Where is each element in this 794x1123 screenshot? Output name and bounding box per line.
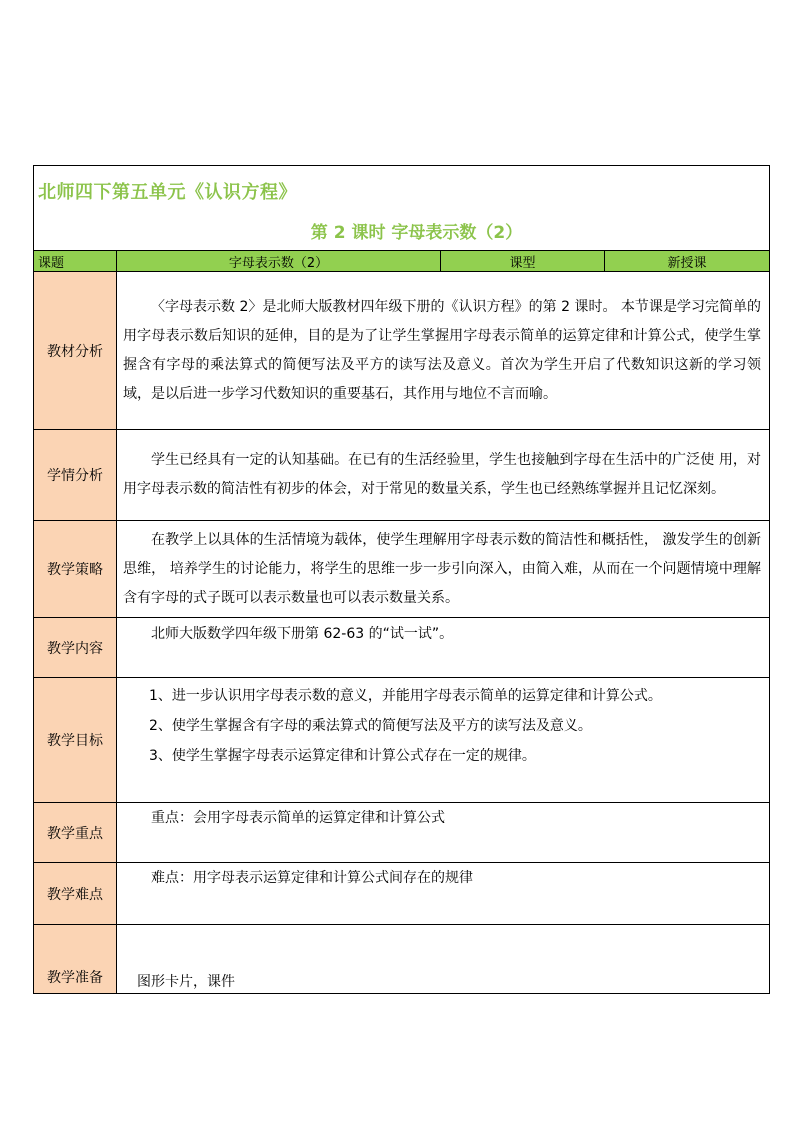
preparation-label: 教学准备 bbox=[47, 970, 103, 986]
topic-value: 字母表示数（2） bbox=[117, 251, 441, 272]
difficulties-label: 教学难点 bbox=[34, 863, 117, 925]
goal-item: 3、使学生掌握字母表示运算定律和计算公式存在一定的规律。 bbox=[149, 748, 536, 764]
topic-row bbox=[34, 251, 770, 272]
lesson-type-label: 课型 bbox=[441, 251, 605, 272]
lesson-title: 第 2 课时 字母表示数（2） bbox=[310, 223, 523, 243]
topic-label: 课题 bbox=[34, 251, 117, 272]
material-row bbox=[34, 272, 770, 430]
strategy-label: 教学策略 bbox=[34, 521, 117, 618]
students-row bbox=[34, 430, 770, 521]
preparation-text: 图形卡片，课件 bbox=[137, 974, 235, 990]
preparation-row bbox=[34, 925, 770, 994]
goals-row bbox=[34, 678, 770, 803]
key-points-label: 教学重点 bbox=[34, 803, 117, 863]
students-text: 学生已经具有一定的认知基础。在已有的生活经验里，学生也接触到字母在生活中的广泛使 用，对用字母表示数的简洁性有初步的体会，对于常见的数量关系，学生也已经熟练掌握并且记忆深刻。 bbox=[117, 430, 770, 521]
strategy-row bbox=[34, 521, 770, 618]
key-points-text: 重点：会用字母表示简单的运算定律和计算公式 bbox=[117, 803, 770, 863]
content-label: 教学内容 bbox=[34, 618, 117, 678]
goal-item: 2、使学生掌握含有字母的乘法算式的简便写法及平方的读写法及意义。 bbox=[149, 718, 592, 734]
goals-cell bbox=[117, 678, 770, 803]
header-row bbox=[34, 166, 770, 251]
goals-label: 教学目标 bbox=[34, 678, 117, 803]
header-cell bbox=[34, 166, 770, 251]
content-row bbox=[34, 618, 770, 678]
material-text: 〈字母表示数 2〉是北师大版教材四年级下册的《认识方程》的第 2 课时。 本节课是学习完简单的用字母表示数后知识的延伸，目的是为了让学生掌握用字母表示简单的运算定律和计算公式，使学生掌握含有字母的乘法算式的简便写法及平方的读写法及意义。首次为学生开启了代数知识这新的学习领域，是以后进一步学习代数知识的重要基石，其作用与地位不言而喻。 bbox=[117, 272, 770, 430]
difficulties-row bbox=[34, 863, 770, 925]
preparation-label-cell bbox=[34, 925, 117, 994]
material-label: 教材分析 bbox=[34, 272, 117, 430]
difficulties-text: 难点：用字母表示运算定律和计算公式间存在的规律 bbox=[117, 863, 770, 925]
lesson-plan-table bbox=[33, 165, 770, 994]
key-points-row bbox=[34, 803, 770, 863]
students-label: 学情分析 bbox=[34, 430, 117, 521]
unit-title: 北师四下第五单元《认识方程》 bbox=[38, 182, 297, 203]
strategy-text: 在教学上以具体的生活情境为载体，使学生理解用字母表示数的简洁性和概括性， 激发学生的创新思维， 培养学生的讨论能力，将学生的思维一步一步引向深入，由简入难，从而在一个问题情境中理解含有字母的式子既可以表示数量也可以表示数量关系。 bbox=[117, 521, 770, 618]
preparation-cell bbox=[117, 925, 770, 994]
content-text: 北师大版数学四年级下册第 62-63 的“试一试”。 bbox=[117, 618, 770, 678]
goal-item: 1、进一步认识用字母表示数的意义，并能用字母表示简单的运算定律和计算公式。 bbox=[149, 688, 662, 704]
lesson-type-value: 新授课 bbox=[605, 251, 770, 272]
